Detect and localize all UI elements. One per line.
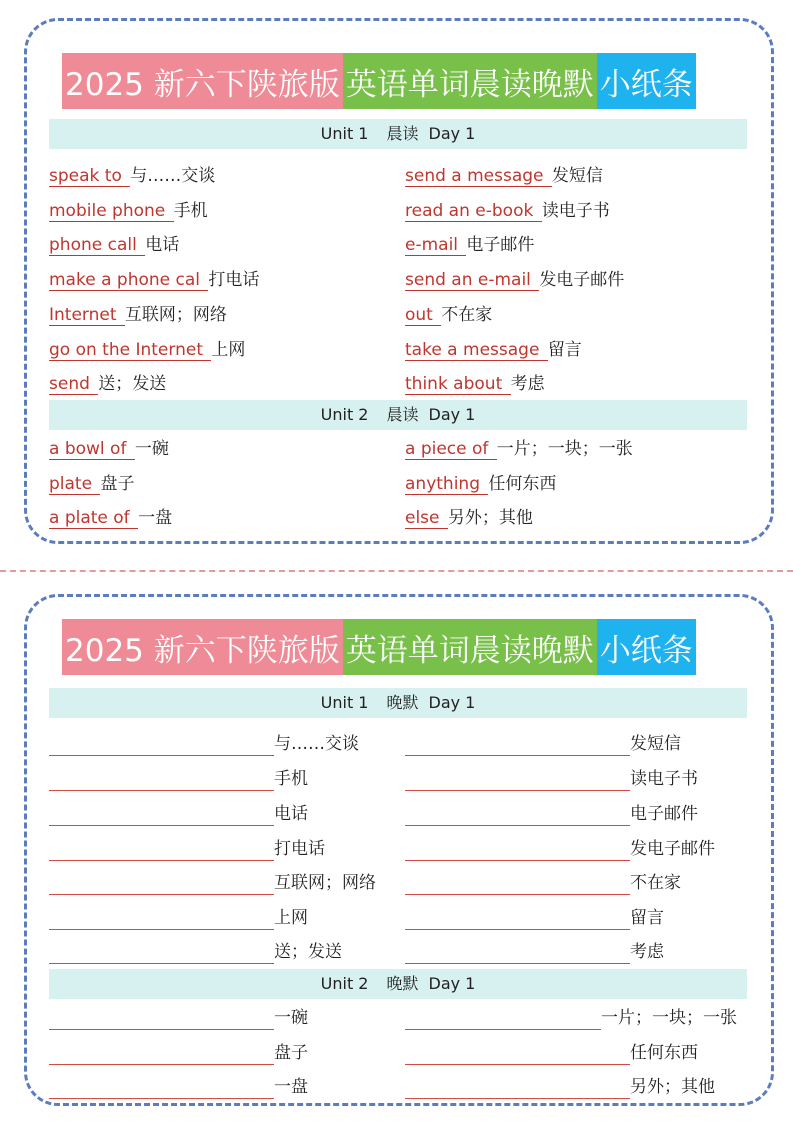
dictation-row (405, 767, 698, 791)
session-label: 晚默 (386, 974, 419, 993)
answer-blank[interactable] (405, 909, 630, 930)
english-term: phone call (49, 235, 145, 256)
title-part-edition: 2025 新六下陕旅版 (62, 619, 343, 675)
answer-blank[interactable] (405, 1078, 630, 1099)
vocab-row (49, 506, 172, 530)
english-term: send (49, 374, 98, 395)
unit-label: Unit 2 (320, 405, 369, 424)
vocab-row (405, 303, 492, 327)
chinese-meaning: 读电子书 (541, 201, 610, 221)
day-label: Day 1 (428, 974, 476, 993)
vocab-row (49, 472, 134, 496)
vocab-row (405, 338, 582, 362)
dictation-row (405, 1041, 698, 1065)
card-title (62, 53, 696, 109)
answer-blank[interactable] (405, 1044, 630, 1065)
dictation-row (49, 871, 376, 895)
unit-label: Unit 1 (320, 124, 369, 143)
vocab-row (49, 164, 215, 188)
vocab-row (49, 303, 227, 327)
answer-blank[interactable] (49, 1009, 274, 1030)
english-term: Internet (49, 305, 125, 326)
answer-blank[interactable] (405, 874, 630, 895)
answer-blank[interactable] (49, 1078, 274, 1099)
chinese-meaning: 一片；一块；一张 (496, 439, 633, 459)
dictation-row (405, 1006, 737, 1030)
dictation-row (49, 837, 325, 861)
unit-2-header (49, 400, 747, 430)
english-term: a plate of (49, 508, 138, 529)
dictation-row (405, 802, 698, 826)
cut-line-divider (0, 570, 793, 572)
chinese-meaning: 发电子邮件 (539, 270, 625, 290)
chinese-meaning: 手机 (173, 201, 208, 221)
chinese-meaning: 一片；一块；一张 (601, 1008, 737, 1028)
chinese-meaning: 电话 (274, 804, 308, 824)
day-label: Day 1 (428, 124, 476, 143)
english-term: take a message (405, 340, 548, 361)
chinese-meaning: 互联网；网络 (274, 873, 376, 893)
chinese-meaning: 与……交谈 (130, 166, 216, 186)
dictation-row (405, 732, 681, 756)
chinese-meaning: 读电子书 (630, 769, 698, 789)
chinese-meaning: 一碗 (134, 439, 169, 459)
english-term: a piece of (405, 439, 497, 460)
english-term: a bowl of (49, 439, 135, 460)
chinese-meaning: 盘子 (100, 474, 135, 494)
vocab-row (49, 372, 166, 396)
answer-blank[interactable] (405, 1009, 601, 1030)
answer-blank[interactable] (49, 770, 274, 791)
evening-dictation-card (24, 594, 774, 1106)
answer-blank[interactable] (49, 1044, 274, 1065)
chinese-meaning: 任何东西 (630, 1043, 698, 1063)
chinese-meaning: 留言 (547, 340, 582, 360)
vocab-row (49, 268, 259, 292)
answer-blank[interactable] (49, 874, 274, 895)
dictation-row (49, 1041, 308, 1065)
answer-blank[interactable] (49, 805, 274, 826)
session-label: 晨读 (386, 124, 419, 143)
dictation-row (49, 906, 308, 930)
vocab-row (49, 437, 169, 461)
dictation-row (405, 906, 664, 930)
chinese-meaning: 不在家 (441, 305, 493, 325)
vocab-row (405, 268, 624, 292)
answer-blank[interactable] (405, 943, 630, 964)
answer-blank[interactable] (49, 735, 274, 756)
vocab-row (49, 338, 245, 362)
chinese-meaning: 另外；其他 (447, 508, 533, 528)
vocab-row (405, 199, 610, 223)
day-label: Day 1 (428, 693, 476, 712)
dictation-row (49, 1075, 308, 1099)
chinese-meaning: 与……交谈 (274, 734, 359, 754)
english-term: out (405, 305, 441, 326)
answer-blank[interactable] (49, 943, 274, 964)
title-part-slip: 小纸条 (597, 619, 696, 675)
chinese-meaning: 一盘 (274, 1077, 308, 1097)
chinese-meaning: 考虑 (630, 942, 664, 962)
chinese-meaning: 一盘 (138, 508, 173, 528)
session-label: 晨读 (386, 405, 419, 424)
dictation-row (405, 1075, 715, 1099)
vocab-row (405, 233, 534, 257)
vocab-row (49, 233, 179, 257)
chinese-meaning: 电话 (145, 235, 180, 255)
english-term: send an e-mail (405, 270, 539, 291)
dictation-row (49, 732, 359, 756)
card-title (62, 619, 696, 675)
answer-blank[interactable] (405, 735, 630, 756)
chinese-meaning: 留言 (630, 908, 664, 928)
chinese-meaning: 送；发送 (274, 942, 342, 962)
answer-blank[interactable] (49, 909, 274, 930)
dictation-row (405, 940, 664, 964)
vocab-row (405, 437, 633, 461)
english-term: go on the Internet (49, 340, 211, 361)
answer-blank[interactable] (405, 770, 630, 791)
english-term: read an e-book (405, 201, 542, 222)
vocab-row (405, 164, 603, 188)
chinese-meaning: 上网 (211, 340, 246, 360)
unit-label: Unit 1 (320, 693, 369, 712)
title-part-slip: 小纸条 (597, 53, 696, 109)
chinese-meaning: 发短信 (630, 734, 681, 754)
chinese-meaning: 打电话 (208, 270, 260, 290)
english-term: make a phone cal (49, 270, 208, 291)
dictation-row (405, 871, 681, 895)
english-term: speak to (49, 166, 130, 187)
session-label: 晚默 (386, 693, 419, 712)
vocab-row (405, 372, 545, 396)
chinese-meaning: 上网 (274, 908, 308, 928)
chinese-meaning: 送；发送 (98, 374, 167, 394)
chinese-meaning: 互联网；网络 (124, 305, 227, 325)
vocab-row (49, 199, 208, 223)
chinese-meaning: 电子邮件 (630, 804, 698, 824)
title-part-edition: 2025 新六下陕旅版 (62, 53, 343, 109)
english-term: anything (405, 474, 488, 495)
unit-2-header (49, 969, 747, 999)
english-term: plate (49, 474, 100, 495)
english-term: mobile phone (49, 201, 174, 222)
vocab-row (405, 472, 556, 496)
unit-label: Unit 2 (320, 974, 369, 993)
unit-1-header (49, 688, 747, 718)
chinese-meaning: 考虑 (510, 374, 545, 394)
dictation-row (49, 767, 308, 791)
chinese-meaning: 电子邮件 (466, 235, 535, 255)
chinese-meaning: 盘子 (274, 1043, 308, 1063)
morning-reading-card (24, 18, 774, 544)
dictation-row (405, 837, 715, 861)
chinese-meaning: 另外；其他 (630, 1077, 715, 1097)
chinese-meaning: 任何东西 (488, 474, 557, 494)
answer-blank[interactable] (405, 840, 630, 861)
english-term: else (405, 508, 448, 529)
chinese-meaning: 手机 (274, 769, 308, 789)
chinese-meaning: 发短信 (551, 166, 603, 186)
vocab-row (405, 506, 533, 530)
chinese-meaning: 打电话 (274, 839, 325, 859)
chinese-meaning: 发电子邮件 (630, 839, 715, 859)
english-term: think about (405, 374, 511, 395)
chinese-meaning: 一碗 (274, 1008, 308, 1028)
dictation-row (49, 802, 308, 826)
english-term: e-mail (405, 235, 466, 256)
answer-blank[interactable] (405, 805, 630, 826)
english-term: send a message (405, 166, 552, 187)
title-part-subject: 英语单词晨读晚默 (343, 53, 597, 109)
day-label: Day 1 (428, 405, 476, 424)
chinese-meaning: 不在家 (630, 873, 681, 893)
dictation-row (49, 940, 342, 964)
answer-blank[interactable] (49, 840, 274, 861)
unit-1-header (49, 119, 747, 149)
title-part-subject: 英语单词晨读晚默 (343, 619, 597, 675)
dictation-row (49, 1006, 308, 1030)
